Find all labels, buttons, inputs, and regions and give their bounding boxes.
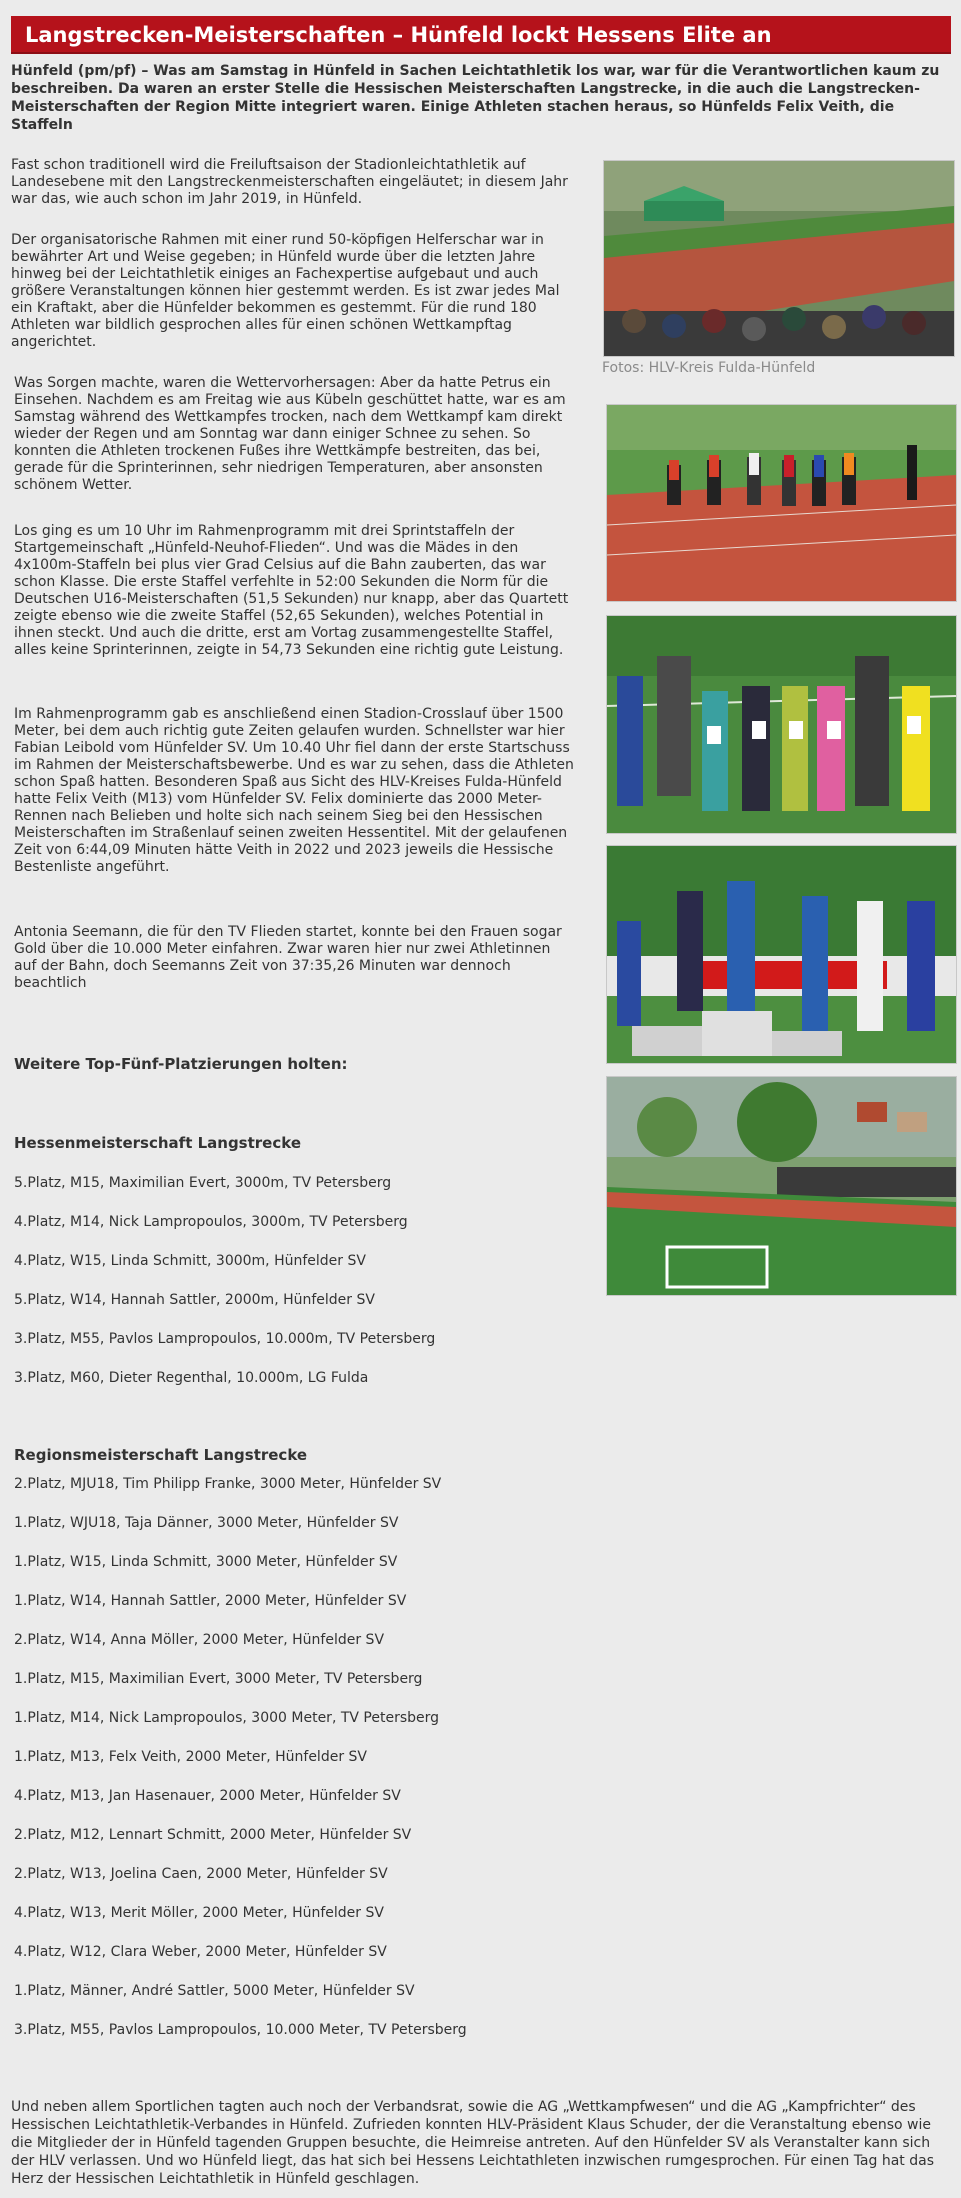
article-title-bar: [11, 16, 951, 54]
paragraph-weather: Was Sorgen machte, waren die Wettervorhersagen: Aber da hatte Petrus ein Einsehen. Nachdem es am Freitag wie aus Kübeln geschüttet hatte, war es am Samstag während des Wettkampfes trocken, nach dem Wettkampf kam direkt wieder der Regen und am Sonntag war dann einiger Schnee zu sehen. So konnten die Athleten trockenen Fußes ihre Wettkämpfe bestreiten, das bei, gerade für die Sprinterinnen, sehr niedrigen Temperaturen, aber ansonsten schönem Wetter.: [14, 375, 566, 493]
list-item: 3.Platz, M60, Dieter Regenthal, 10.000m, LG Fulda: [14, 1370, 369, 1386]
list-item: 3.Platz, M55, Pavlos Lampropoulos, 10.000m, TV Petersberg: [14, 1331, 436, 1347]
hessen-results-list: [14, 1174, 574, 1408]
list-item: 4.Platz, W15, Linda Schmitt, 3000m, Hünfelder SV: [14, 1253, 366, 1269]
paragraph-relays: Los ging es um 10 Uhr im Rahmenprogramm mit drei Sprintstaffeln der Startgemeinschaft „Hünfeld-Neuhof-Flieden“. Und was die Mädes in den 4x100m-Staffeln bei plus vier Grad Celsius auf die Bahn zauberten, das war schon Klasse. Die erste Staffel verfehlte in 52:00 Sekunden die Norm für die Deutschen U16-Meisterschaften (51,5 Sekunden) nur knapp, aber das Quartett zeigte ebenso wie die zweite Staffel (52,65 Sekunden), welches Potential in ihnen steckt. Und auch die dritte, erst am Vortag zusammengestellte Staffel, alles keine Sprinterinnen, zeigte in 54,73 Sekunden eine richtig gute Leistung.: [14, 523, 569, 658]
photo-runners-track: [606, 404, 957, 602]
list-item: 1.Platz, W14, Hannah Sattler, 2000 Meter, Hünfelder SV: [14, 1593, 407, 1609]
list-item: 5.Platz, M15, Maximilian Evert, 3000m, TV Petersberg: [14, 1175, 392, 1191]
list-item: 1.Platz, W15, Linda Schmitt, 3000 Meter, Hünfelder SV: [14, 1554, 398, 1570]
article-lead: Hünfeld (pm/pf) – Was am Samstag in Hünfeld in Sachen Leichtathletik los war, war für die Verantwortlichen kaum zu beschreiben. Da waren an erster Stelle die Hessischen Meisterschaften Langstrecke, in die auch die Langstrecken-Meisterschaften der Region Mitte integriert waren. Einige Athleten stachen heraus, so Hünfelds Felix Veith, die Staffeln: [11, 63, 940, 133]
photo-podium: [606, 845, 957, 1064]
list-item: 3.Platz, M55, Pavlos Lampropoulos, 10.000 Meter, TV Petersberg: [14, 2022, 467, 2038]
list-item: 2.Platz, W14, Anna Möller, 2000 Meter, Hünfelder SV: [14, 1632, 385, 1648]
hessen-heading: Hessenmeisterschaft Langstrecke: [14, 1134, 301, 1152]
closing-paragraph: Und neben allem Sportlichen tagten auch noch der Verbandsrat, sowie die AG „Wettkampfwesen“ und die AG „Kampfrichter“ des Hessischen Leichtathletik-Verbandes in Hünfeld. Zufrieden konnten HLV-Präsident Klaus Schuder, der die Veranstaltung ebenso wie die Mitglieder der in Hünfeld tagenden Gruppen besuchte, die Heimreise antreten. Auf den Hünfelder SV als Veranstalter kann sich der HLV verlassen. Und wo Hünfeld liegt, das hat sich bei Hessens Leichtathleten inzwischen rumgesprochen. Für einen Tag hat das Herz der Hessischen Leichtathletik in Hünfeld geschlagen.: [11, 2099, 934, 2187]
region-heading: Regionsmeisterschaft Langstrecke: [14, 1446, 308, 1464]
paragraph-organisation: Der organisatorische Rahmen mit einer rund 50-köpfigen Helferschar war in bewährter Art und Weise gegeben; in Hünfeld wurde über die letzten Jahre hinweg bei der Leichtathletik einiges an Fachexpertise aufgebaut und auch größere Veranstaltungen können hier gestemmt werden. Es ist zwar jedes Mal ein Kraftakt, aber die Hünfelder bekommen es gestemmt. Für die rund 180 Athleten war bildlich gesprochen alles für einen schönen Wettkampftag angerichtet.: [11, 232, 560, 350]
list-item: 1.Platz, M13, Felx Veith, 2000 Meter, Hünfelder SV: [14, 1749, 367, 1765]
photo-stadium-spectators: [603, 160, 955, 357]
photo-award-group: [606, 615, 957, 834]
list-item: 1.Platz, M15, Maximilian Evert, 3000 Meter, TV Petersberg: [14, 1671, 423, 1687]
list-item: 1.Platz, Männer, André Sattler, 5000 Meter, Hünfelder SV: [14, 1983, 415, 1999]
paragraph-crosslauf: Im Rahmenprogramm gab es anschließend einen Stadion-Crosslauf über 1500 Meter, bei dem auch richtig gute Zeiten gelaufen wurden. Schnellster war hier Fabian Leibold vom Hünfelder SV. Um 10.40 Uhr fiel dann der erste Startschuss im Rahmen der Meisterschaftsbewerbe. Und es war zu sehen, dass die Athleten schon Spaß hatten. Besonderen Spaß aus Sicht des HLV-Kreises Fulda-Hünfeld hatte Felix Veith (M13) vom Hünfelder SV. Felix dominierte das 2000 Meter-Rennen nach Belieben und holte sich nach seinem Sieg bei den Hessischen Meisterschaften im Straßenlauf seinen zweiten Hessentitel. Mit der gelaufenen Zeit von 6:44,09 Minuten hätte Veith in 2022 und 2023 jeweils die Hessische Bestenliste angeführt.: [14, 706, 574, 875]
list-item: 5.Platz, W14, Hannah Sattler, 2000m, Hünfelder SV: [14, 1292, 375, 1308]
list-item: 4.Platz, W13, Merit Möller, 2000 Meter, Hünfelder SV: [14, 1905, 384, 1921]
paragraph-seemann: Antonia Seemann, die für den TV Flieden startet, konnte bei den Frauen sogar Gold über die 10.000 Meter einfahren. Zwar waren hier nur zwei Athletinnen auf der Bahn, doch Seemanns Zeit von 37:35,26 Minuten war dennoch beachtlich: [14, 924, 562, 991]
top-five-heading: Weitere Top-Fünf-Platzierungen holten:: [14, 1055, 348, 1073]
photo-caption: Fotos: HLV-Kreis Fulda-Hünfeld: [602, 360, 816, 376]
list-item: 4.Platz, M14, Nick Lampropoulos, 3000m, TV Petersberg: [14, 1214, 408, 1230]
paragraph-intro: Fast schon traditionell wird die Freiluftsaison der Stadionleichtathletik auf Landesebene mit den Langstreckenmeisterschaften eingeläutet; in diesem Jahr war das, wie auch schon im Jahr 2019, in Hünfeld.: [11, 157, 568, 207]
list-item: 2.Platz, M12, Lennart Schmitt, 2000 Meter, Hünfelder SV: [14, 1827, 412, 1843]
list-item: 4.Platz, W12, Clara Weber, 2000 Meter, Hünfelder SV: [14, 1944, 387, 1960]
region-results-list: [14, 1475, 574, 2060]
photo-stadium-overview: [606, 1076, 957, 1296]
list-item: 1.Platz, M14, Nick Lampropoulos, 3000 Meter, TV Petersberg: [14, 1710, 440, 1726]
list-item: 4.Platz, M13, Jan Hasenauer, 2000 Meter, Hünfelder SV: [14, 1788, 401, 1804]
article-title: Langstrecken-Meisterschaften – Hünfeld lockt Hessens Elite an: [25, 23, 772, 47]
list-item: 1.Platz, WJU18, Taja Dänner, 3000 Meter, Hünfelder SV: [14, 1515, 399, 1531]
list-item: 2.Platz, MJU18, Tim Philipp Franke, 3000 Meter, Hünfelder SV: [14, 1476, 442, 1492]
list-item: 2.Platz, W13, Joelina Caen, 2000 Meter, Hünfelder SV: [14, 1866, 388, 1882]
